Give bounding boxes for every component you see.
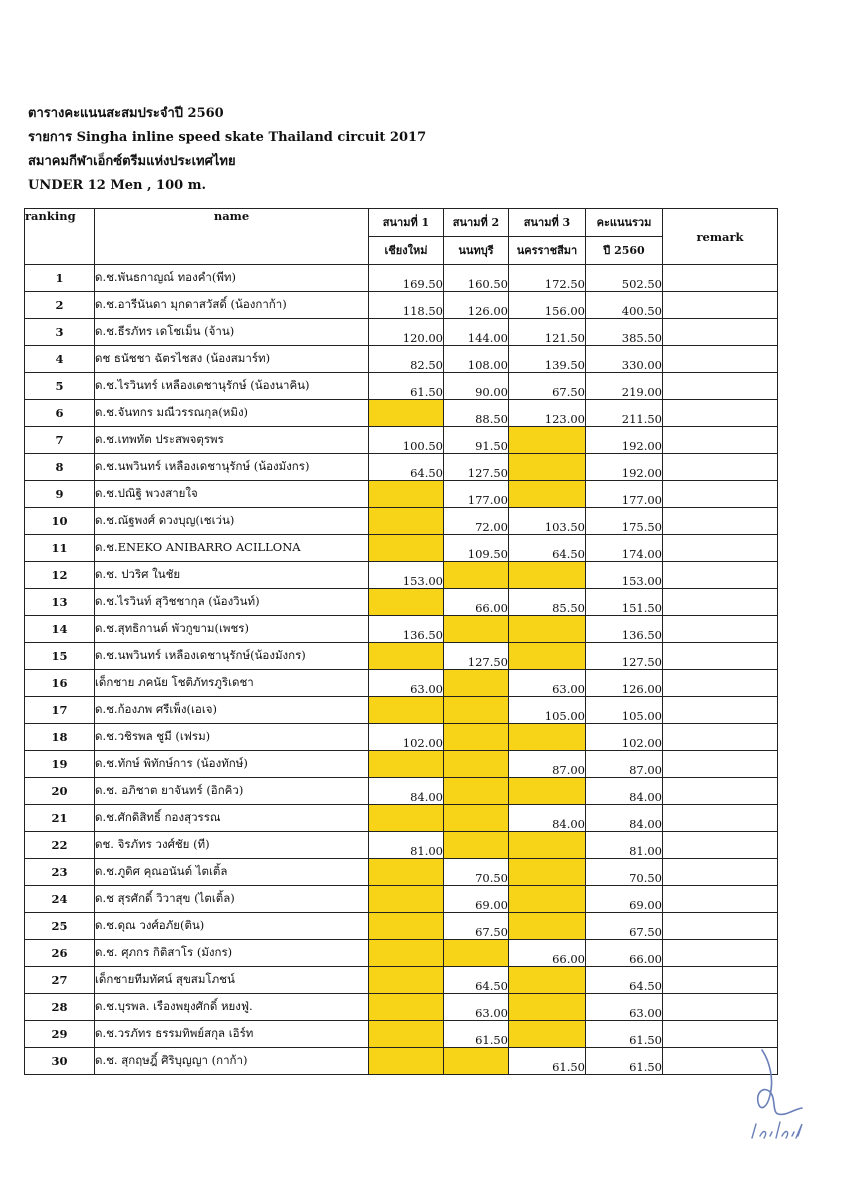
stage2-score: 144.00 — [444, 319, 509, 346]
name-cell: ด.ช.ดุณ วงศ์อภัย(ติน) — [95, 913, 369, 940]
stage3-score — [509, 994, 586, 1021]
name-cell: เด็กชายทีมทัศน์ สุขสมโภชน์ — [95, 967, 369, 994]
stage1-venue: เชียงใหม่ — [369, 236, 443, 264]
stage2-score: 108.00 — [444, 346, 509, 373]
stage3-score: 105.00 — [509, 697, 586, 724]
total-label: คะแนนรวม — [596, 216, 652, 229]
total-score: 126.00 — [586, 670, 663, 697]
table-row — [25, 346, 778, 373]
name-cell: ด.ช. ปวริศ ในชัย — [95, 562, 369, 589]
name-cell: ด.ช.วชิรพล ชูมี (เฟรม) — [95, 724, 369, 751]
stage2-score: 61.50 — [444, 1021, 509, 1048]
stage2-score: 126.00 — [444, 292, 509, 319]
stage1-score — [369, 643, 444, 670]
name-cell: ดช ธนัชชา ฉัตรไชสง (น้องสมาร์ท) — [95, 346, 369, 373]
stage2-score: 66.00 — [444, 589, 509, 616]
stage2-score: 63.00 — [444, 994, 509, 1021]
table-row — [25, 724, 778, 751]
rank-cell: 11 — [25, 535, 95, 562]
stage1-score: 169.50 — [369, 265, 444, 292]
remark-cell — [663, 454, 778, 481]
table-row — [25, 1021, 778, 1048]
stage1-score: 118.50 — [369, 292, 444, 319]
stage1-score: 82.50 — [369, 346, 444, 373]
stage2-score: 127.50 — [444, 643, 509, 670]
stage3-header — [509, 209, 586, 265]
name-cell: ด.ช.บุรพล. เรืองพยุงศักดิ์ หยงฟู่. — [95, 994, 369, 1021]
stage1-score — [369, 913, 444, 940]
table-row — [25, 832, 778, 859]
stage3-score — [509, 886, 586, 913]
remark-cell — [663, 562, 778, 589]
remark-cell — [663, 616, 778, 643]
table-row — [25, 940, 778, 967]
stage3-label: สนามที่ 3 — [523, 216, 571, 229]
rank-cell: 29 — [25, 1021, 95, 1048]
stage3-score: 85.50 — [509, 589, 586, 616]
stage2-score: 69.00 — [444, 886, 509, 913]
table-row — [25, 994, 778, 1021]
stage3-score: 172.50 — [509, 265, 586, 292]
name-cell: ดช. จิรภัทร วงศ์ชัย (ที) — [95, 832, 369, 859]
total-score: 400.50 — [586, 292, 663, 319]
header-row — [25, 209, 778, 265]
event-line: รายการ Singha inline speed skate Thailand circuit 2017 — [28, 130, 427, 145]
stage2-score — [444, 724, 509, 751]
stage1-score — [369, 940, 444, 967]
rank-cell: 15 — [25, 643, 95, 670]
rank-cell: 22 — [25, 832, 95, 859]
remark-cell — [663, 589, 778, 616]
remark-cell — [663, 400, 778, 427]
stage2-score: 70.50 — [444, 859, 509, 886]
name-cell: ด.ช.ธีรภัทร เดโชเม็น (จ้าน) — [95, 319, 369, 346]
remark-cell — [663, 940, 778, 967]
stage1-score: 63.00 — [369, 670, 444, 697]
name-cell: ด.ช.ไรวินทร์ เหลืองเดชานุรักษ์ (น้องนาคิน) — [95, 373, 369, 400]
total-score: 66.00 — [586, 940, 663, 967]
total-score: 61.50 — [586, 1048, 663, 1075]
name-cell: ด.ช.ทักษ์ พิทักษ์การ (น้องทักษ์) — [95, 751, 369, 778]
table-row — [25, 670, 778, 697]
total-score: 102.00 — [586, 724, 663, 751]
stage3-score — [509, 832, 586, 859]
name-cell: เด็กชาย ภคนัย โชติภัทรภูริเดชา — [95, 670, 369, 697]
table-row — [25, 508, 778, 535]
title-line: ตารางคะแนนสะสมประจำปี 2560 — [28, 106, 224, 121]
stage1-score — [369, 994, 444, 1021]
rank-cell: 12 — [25, 562, 95, 589]
total-score: 81.00 — [586, 832, 663, 859]
stage3-score — [509, 562, 586, 589]
stage2-venue: นนทบุรี — [444, 236, 508, 264]
remark-cell — [663, 724, 778, 751]
name-cell: ด.ช.นพวินทร์ เหลืองเดชานุรักษ์ (น้องมังกร) — [95, 454, 369, 481]
remark-cell — [663, 859, 778, 886]
name-cell: ด.ช สุรศักดิ์ วิวาสุข (ไตเติ้ล) — [95, 886, 369, 913]
total-score: 177.00 — [586, 481, 663, 508]
name-cell: ด.ช.วรภัทร ธรรมทิพย์สกุล เอิร์ท — [95, 1021, 369, 1048]
total-score: 153.00 — [586, 562, 663, 589]
stage1-score: 81.00 — [369, 832, 444, 859]
rank-cell: 25 — [25, 913, 95, 940]
remark-cell — [663, 805, 778, 832]
stage3-score: 64.50 — [509, 535, 586, 562]
score-body — [25, 265, 778, 1075]
stage1-score — [369, 859, 444, 886]
total-score: 385.50 — [586, 319, 663, 346]
name-cell: ด.ช. สุกฤษฎิ์ ศิริบุญญา (กาก้า) — [95, 1048, 369, 1075]
remark-cell — [663, 481, 778, 508]
table-row — [25, 778, 778, 805]
stage2-score: 127.50 — [444, 454, 509, 481]
remark-cell — [663, 670, 778, 697]
total-score: 127.50 — [586, 643, 663, 670]
rank-cell: 9 — [25, 481, 95, 508]
name-cell: ด.ช.ณัฐพงศ์ ดวงบุญ(เชเว่น) — [95, 508, 369, 535]
total-header — [586, 209, 663, 265]
table-row — [25, 589, 778, 616]
stage2-score: 160.50 — [444, 265, 509, 292]
stage1-score: 102.00 — [369, 724, 444, 751]
name-cell: ด.ช.ภูดิศ คุณอนันต์ ไตเติ้ล — [95, 859, 369, 886]
stage2-score: 67.50 — [444, 913, 509, 940]
rank-cell: 1 — [25, 265, 95, 292]
stage2-score — [444, 697, 509, 724]
name-cell: ด.ช.สุทธิกานต์ พัวกูขาม(เพชร) — [95, 616, 369, 643]
name-header: name — [95, 209, 369, 265]
stage2-score — [444, 1048, 509, 1075]
stage1-score: 61.50 — [369, 373, 444, 400]
stage2-score — [444, 562, 509, 589]
total-score: 330.00 — [586, 346, 663, 373]
rank-cell: 3 — [25, 319, 95, 346]
stage1-score — [369, 508, 444, 535]
stage3-score: 67.50 — [509, 373, 586, 400]
stage3-score: 103.50 — [509, 508, 586, 535]
stage2-header — [444, 209, 509, 265]
remark-cell — [663, 967, 778, 994]
stage2-score: 177.00 — [444, 481, 509, 508]
stage1-score — [369, 400, 444, 427]
remark-cell — [663, 778, 778, 805]
stage2-score: 109.50 — [444, 535, 509, 562]
stage2-score — [444, 778, 509, 805]
ranking-header: ranking — [25, 209, 95, 265]
stage2-score: 91.50 — [444, 427, 509, 454]
stage2-score — [444, 616, 509, 643]
stage3-score: 84.00 — [509, 805, 586, 832]
stage2-score — [444, 805, 509, 832]
name-cell: ด.ช. ศุภกร กิติสาโร (มังกร) — [95, 940, 369, 967]
table-row — [25, 535, 778, 562]
stage1-score — [369, 751, 444, 778]
rank-cell: 7 — [25, 427, 95, 454]
total-score: 84.00 — [586, 805, 663, 832]
stage3-score: 66.00 — [509, 940, 586, 967]
name-cell: ด.ช.ไรวินท์ สุวิชชากุล (น้องวินท์) — [95, 589, 369, 616]
rank-cell: 24 — [25, 886, 95, 913]
stage1-score: 120.00 — [369, 319, 444, 346]
rank-cell: 10 — [25, 508, 95, 535]
rank-cell: 8 — [25, 454, 95, 481]
rank-cell: 20 — [25, 778, 95, 805]
total-score: 87.00 — [586, 751, 663, 778]
table-row — [25, 886, 778, 913]
stage1-score — [369, 697, 444, 724]
rank-cell: 27 — [25, 967, 95, 994]
document-header — [28, 106, 426, 202]
stage1-score — [369, 535, 444, 562]
stage1-score — [369, 886, 444, 913]
rank-cell: 18 — [25, 724, 95, 751]
remark-cell — [663, 508, 778, 535]
remark-cell — [663, 319, 778, 346]
stage1-score: 153.00 — [369, 562, 444, 589]
handwritten-signature — [730, 1040, 830, 1160]
stage3-score — [509, 913, 586, 940]
remark-cell — [663, 346, 778, 373]
stage3-venue: นครราชสีมา — [509, 236, 585, 264]
stage3-score — [509, 778, 586, 805]
rank-cell: 16 — [25, 670, 95, 697]
remark-cell — [663, 265, 778, 292]
stage2-score: 72.00 — [444, 508, 509, 535]
remark-header: remark — [663, 209, 778, 265]
table-row — [25, 265, 778, 292]
table-row — [25, 697, 778, 724]
table-row — [25, 859, 778, 886]
stage1-score — [369, 805, 444, 832]
name-cell: ด.ช.ศักดิสิทธิ์ กองสุวรรณ — [95, 805, 369, 832]
stage3-score: 87.00 — [509, 751, 586, 778]
stage1-score — [369, 481, 444, 508]
table-row — [25, 1048, 778, 1075]
remark-cell — [663, 913, 778, 940]
stage2-score — [444, 940, 509, 967]
name-cell: ด.ช. อภิชาต ยาจันทร์ (อิกคิว) — [95, 778, 369, 805]
table-row — [25, 319, 778, 346]
total-score: 105.00 — [586, 697, 663, 724]
total-score: 192.00 — [586, 454, 663, 481]
stage1-score: 84.00 — [369, 778, 444, 805]
stage1-header — [369, 209, 444, 265]
stage2-label: สนามที่ 2 — [452, 216, 500, 229]
rank-cell: 2 — [25, 292, 95, 319]
table-row — [25, 967, 778, 994]
remark-cell — [663, 373, 778, 400]
rank-cell: 4 — [25, 346, 95, 373]
name-cell: ด.ช.ENEKO ANIBARRO ACILLONA — [95, 535, 369, 562]
stage1-score — [369, 1048, 444, 1075]
remark-cell — [663, 994, 778, 1021]
table-row — [25, 427, 778, 454]
table-row — [25, 805, 778, 832]
total-score: 64.50 — [586, 967, 663, 994]
stage3-score: 156.00 — [509, 292, 586, 319]
table-row — [25, 643, 778, 670]
total-score: 192.00 — [586, 427, 663, 454]
stage3-score: 61.50 — [509, 1048, 586, 1075]
table-row — [25, 454, 778, 481]
total-score: 502.50 — [586, 265, 663, 292]
rank-cell: 13 — [25, 589, 95, 616]
stage3-score — [509, 427, 586, 454]
table-row — [25, 913, 778, 940]
name-cell: ด.ช.อารีนันดา มุกดาสวัสดิ์ (น้องกาก้า) — [95, 292, 369, 319]
rank-cell: 23 — [25, 859, 95, 886]
remark-cell — [663, 643, 778, 670]
stage3-score — [509, 859, 586, 886]
stage1-score: 136.50 — [369, 616, 444, 643]
remark-cell — [663, 832, 778, 859]
name-cell: ด.ช.พันธกาญณ์ ทองคำ(พีท) — [95, 265, 369, 292]
rank-cell: 17 — [25, 697, 95, 724]
remark-cell — [663, 427, 778, 454]
total-score: 175.50 — [586, 508, 663, 535]
stage2-score — [444, 832, 509, 859]
stage2-score: 64.50 — [444, 967, 509, 994]
remark-cell — [663, 535, 778, 562]
table-row — [25, 616, 778, 643]
total-score: 151.50 — [586, 589, 663, 616]
stage3-score — [509, 724, 586, 751]
stage2-score: 90.00 — [444, 373, 509, 400]
rank-cell: 14 — [25, 616, 95, 643]
rank-cell: 19 — [25, 751, 95, 778]
rank-cell: 28 — [25, 994, 95, 1021]
name-cell: ด.ช.เทพทัต ประสพจตุรพร — [95, 427, 369, 454]
stage3-score — [509, 643, 586, 670]
rank-cell: 21 — [25, 805, 95, 832]
remark-cell — [663, 751, 778, 778]
rank-cell: 5 — [25, 373, 95, 400]
table-row — [25, 400, 778, 427]
total-score: 174.00 — [586, 535, 663, 562]
stage2-score — [444, 751, 509, 778]
remark-cell — [663, 292, 778, 319]
rank-cell: 6 — [25, 400, 95, 427]
stage3-score — [509, 481, 586, 508]
stage1-score — [369, 1021, 444, 1048]
remark-cell — [663, 697, 778, 724]
stage3-score — [509, 616, 586, 643]
stage3-score: 63.00 — [509, 670, 586, 697]
total-score: 67.50 — [586, 913, 663, 940]
stage3-score: 139.50 — [509, 346, 586, 373]
remark-cell — [663, 886, 778, 913]
table-row — [25, 373, 778, 400]
stage2-score — [444, 670, 509, 697]
name-cell: ด.ช.จันทกร มณีวรรณกุล(หมิง) — [95, 400, 369, 427]
stage3-score — [509, 967, 586, 994]
rank-cell: 26 — [25, 940, 95, 967]
stage2-score: 88.50 — [444, 400, 509, 427]
stage1-score: 100.50 — [369, 427, 444, 454]
association-line: สมาคมกีฬาเอ็กซ์ตรีมแห่งประเทศไทย — [28, 154, 236, 169]
total-score: 69.00 — [586, 886, 663, 913]
total-score: 211.50 — [586, 400, 663, 427]
stage1-score: 64.50 — [369, 454, 444, 481]
table-row — [25, 751, 778, 778]
total-year: ปี 2560 — [586, 236, 662, 264]
table-row — [25, 562, 778, 589]
name-cell: ด.ช.นพวินทร์ เหลืองเดชานุรักษ์(น้องมังกร) — [95, 643, 369, 670]
total-score: 219.00 — [586, 373, 663, 400]
total-score: 63.00 — [586, 994, 663, 1021]
name-cell: ด.ช.ปณิฐิ พวงสายใจ — [95, 481, 369, 508]
total-score: 84.00 — [586, 778, 663, 805]
stage1-label: สนามที่ 1 — [382, 216, 430, 229]
stage1-score — [369, 967, 444, 994]
total-score: 61.50 — [586, 1021, 663, 1048]
rank-cell: 30 — [25, 1048, 95, 1075]
table-row — [25, 481, 778, 508]
category-line: UNDER 12 Men , 100 m. — [28, 178, 206, 193]
score-table — [24, 208, 778, 1075]
table-row — [25, 292, 778, 319]
stage3-score — [509, 454, 586, 481]
stage1-score — [369, 589, 444, 616]
stage3-score: 121.50 — [509, 319, 586, 346]
stage3-score — [509, 1021, 586, 1048]
name-cell: ด.ช.ก้องภพ ศรีเพ็ง(เอเจ) — [95, 697, 369, 724]
total-score: 70.50 — [586, 859, 663, 886]
stage3-score: 123.00 — [509, 400, 586, 427]
total-score: 136.50 — [586, 616, 663, 643]
